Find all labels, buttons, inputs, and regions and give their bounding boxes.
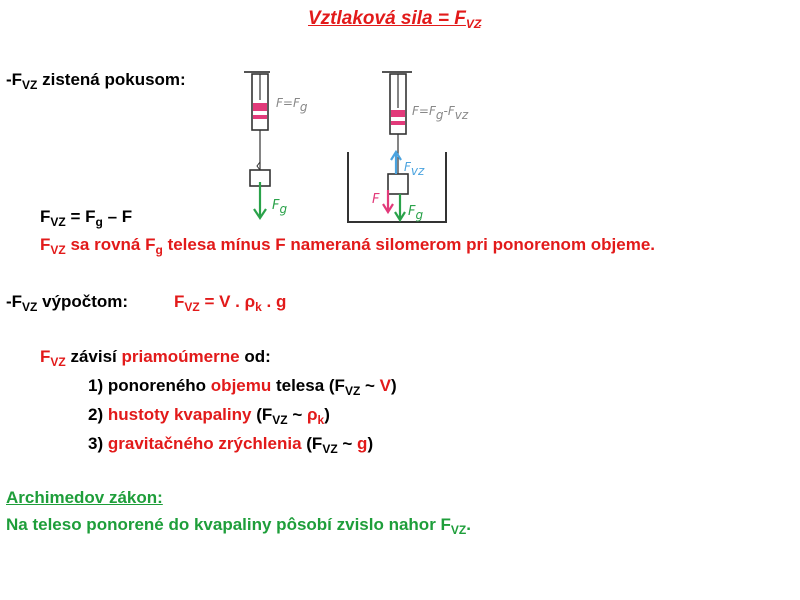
dependence-intro — [40, 347, 271, 367]
item-text: ~ — [287, 405, 307, 424]
item-highlight: hustoty kvapaliny — [107, 405, 252, 424]
explanation-part-c: telesa mínus F nameraná silomerom pri ponorenom objeme. — [162, 235, 656, 254]
calc-part-c: . g — [261, 292, 287, 311]
right-spring-indicator — [391, 110, 405, 117]
item-sub: VZ — [344, 384, 361, 398]
dependence-part-d: od: — [239, 347, 271, 366]
left-spring-indicator — [253, 103, 267, 111]
dependence-item-gravity — [88, 434, 373, 454]
title-text: Vztlaková sila = F — [308, 8, 466, 29]
calc-part-b: = V . ρ — [199, 292, 256, 311]
dependence-directly: priamoúmerne — [121, 347, 240, 366]
right-eq-label — [412, 104, 469, 122]
experiment-label-prefix: -F — [6, 70, 23, 89]
left-arrow-label — [272, 198, 288, 216]
item-text: ~ — [337, 434, 358, 453]
dependence-fvz-sub: VZ — [50, 355, 66, 369]
explanation-part-b: sa rovná F — [65, 235, 156, 254]
spring-scale-sketch — [240, 66, 482, 235]
formula-fg-sub: g — [95, 215, 103, 229]
formula-fvz: F — [40, 207, 51, 226]
experiment-label-text: zistená pokusom: — [37, 70, 186, 89]
item-sub: VZ — [272, 413, 288, 427]
item-text: ) — [391, 376, 397, 395]
calc-fvz-sub: VZ — [184, 300, 200, 314]
calculation-label-text: výpočtom: — [37, 292, 129, 311]
left-eq-sub: g — [299, 100, 308, 114]
experiment-explanation — [40, 235, 655, 255]
right-eq-text: F=F — [412, 104, 436, 118]
formula-fvz-sub: VZ — [50, 215, 66, 229]
right-eq-sub2: vz — [454, 108, 469, 122]
left-eq-label — [276, 96, 308, 114]
archimedes-statement-sub: VZ — [450, 523, 467, 537]
item-number: 1) — [88, 376, 104, 395]
up-arrow-text: F — [404, 160, 411, 174]
explanation-fg-sub: g — [155, 243, 163, 257]
item-text: ~ — [360, 376, 380, 395]
left-arrow-text: F — [272, 198, 280, 213]
item-symbol: ρ — [306, 405, 318, 424]
right-weight — [388, 174, 408, 194]
up-arrow-sub: vz — [410, 164, 425, 178]
item-text: ) — [367, 434, 374, 453]
right-spring-scale — [348, 72, 446, 222]
calculation-formula — [174, 292, 286, 312]
right-eq-sub1: g — [435, 108, 444, 122]
title-sub: VZ — [465, 17, 482, 31]
dependence-fvz: F — [40, 347, 51, 366]
calculation-label-prefix: -F — [6, 292, 23, 311]
calc-fvz: F — [174, 292, 185, 311]
down-f-label: F — [372, 192, 380, 207]
item-number: 3) — [88, 434, 104, 453]
up-arrow-label — [404, 160, 425, 178]
item-highlight: objemu — [210, 376, 272, 395]
calculation-label-sub: VZ — [22, 300, 38, 314]
item-text: (F — [301, 434, 323, 453]
experiment-label — [6, 70, 186, 90]
left-eq-text: F=F — [276, 96, 300, 110]
dependence-item-volume — [88, 376, 397, 396]
archimedes-statement — [6, 515, 471, 535]
archimedes-statement-text: Na teleso ponorené do kvapaliny pôsobí zvislo nahor F — [6, 515, 451, 534]
left-spring-scale — [244, 72, 270, 218]
right-eq-mid: -F — [443, 104, 455, 118]
archimedes-statement-end: . — [466, 515, 471, 534]
item-highlight: gravitačného zrýchlenia — [107, 434, 302, 453]
calc-rho-sub: k — [255, 300, 262, 314]
item-number: 2) — [88, 405, 104, 424]
formula-eq: = F — [65, 207, 96, 226]
archimedes-heading: Archimedov zákon: — [6, 488, 163, 507]
experiment-formula — [40, 207, 132, 227]
right-arrow-text: F — [408, 204, 416, 219]
item-text: ponoreného — [103, 376, 211, 395]
formula-rest: – F — [102, 207, 133, 226]
left-arrow-sub: g — [279, 202, 288, 216]
item-symbol: V — [379, 376, 392, 395]
dependence-part-b: závisí — [65, 347, 122, 366]
item-sub: VZ — [322, 442, 338, 456]
item-text: ) — [324, 405, 330, 424]
dependence-item-density — [88, 405, 330, 425]
item-symbol-sub: k — [317, 413, 325, 427]
item-symbol: g — [357, 434, 368, 453]
explanation-fvz: F — [40, 235, 51, 254]
item-text: telesa (F — [271, 376, 345, 395]
experiment-label-sub: VZ — [22, 78, 38, 92]
right-arrow-sub: g — [415, 208, 424, 222]
calculation-label — [6, 292, 128, 312]
page-title — [308, 8, 481, 30]
explanation-fvz-sub: VZ — [50, 243, 66, 257]
item-text: (F — [251, 405, 273, 424]
right-arrow-label — [408, 204, 424, 222]
